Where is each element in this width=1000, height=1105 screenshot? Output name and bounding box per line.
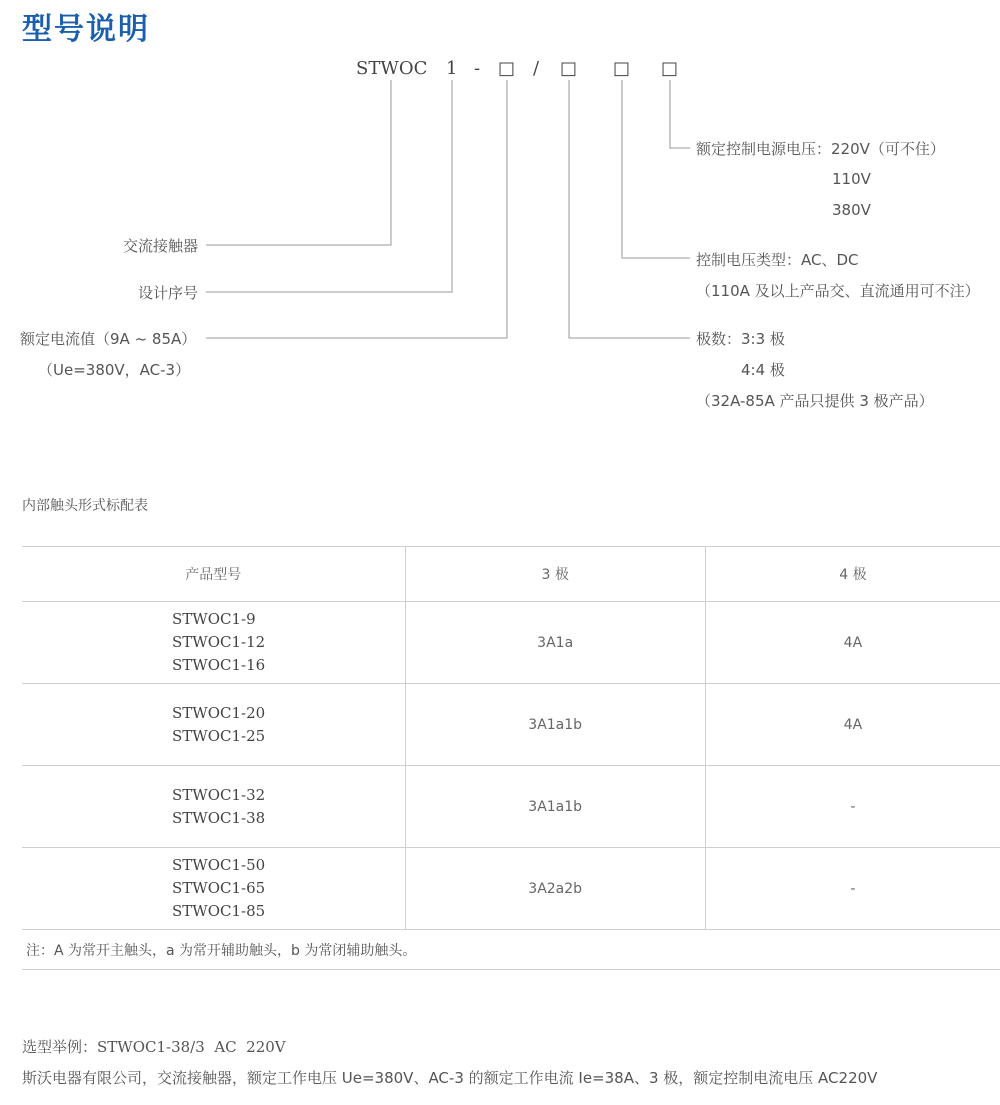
model-cell (22, 766, 405, 848)
cell-3-pole: 3A1a1b (405, 684, 705, 766)
cell-3-pole: 3A2a2b (405, 848, 705, 930)
model-cell (22, 684, 405, 766)
model-name: STWOC1-16 (172, 656, 266, 674)
model-name: STWOC1-9 (172, 610, 256, 628)
example-code: STWOC1-38/3 AC 220V (97, 1038, 286, 1056)
table-row (22, 848, 1000, 930)
model-name: STWOC1-85 (172, 902, 266, 920)
label-control-voltage: 额定控制电源电压：220V（可不住） (696, 140, 945, 158)
model-name: STWOC1-12 (172, 633, 266, 651)
code-series: STWOC (356, 58, 428, 79)
line-poles (569, 80, 690, 338)
model-name: STWOC1-25 (172, 726, 266, 745)
header-model: 产品型号 (22, 547, 405, 602)
code-box-poles: □ (560, 58, 578, 79)
line-control-voltage (670, 80, 690, 148)
label-voltage-type-note: （110A 及以上产品交、直流通用可不注） (696, 282, 980, 300)
label-contactor: 交流接触器 (123, 237, 199, 255)
label-poles-4: 4:4 极 (741, 361, 785, 379)
label-design-seq: 设计序号 (138, 284, 199, 302)
label-poles: 极数：3:3 极 (696, 330, 785, 348)
code-box-current: □ (498, 58, 516, 79)
cell-4-pole: 4A (705, 602, 1000, 684)
label-rated-current-note: （Ue=380V，AC-3） (38, 361, 191, 379)
line-design-seq (206, 80, 452, 292)
model-name: STWOC1-38 (172, 808, 266, 827)
cell-3-pole: 3A1a1b (405, 766, 705, 848)
table-note-row (22, 930, 1000, 970)
cell-4-pole: 4A (705, 684, 1000, 766)
line-voltage-type (622, 80, 690, 258)
label-voltage-type: 控制电压类型：AC、DC (696, 251, 859, 269)
code-box-voltage-type: □ (613, 58, 631, 79)
label-poles-note: （32A-85A 产品只提供 3 极产品） (696, 392, 934, 410)
line-rated-current (206, 80, 507, 338)
example-line (22, 1036, 286, 1057)
table-row (22, 684, 1000, 766)
model-cell (22, 848, 405, 930)
model-name: STWOC1-32 (172, 785, 266, 804)
example-label: 选型举例： (22, 1038, 98, 1056)
table-header-row (22, 547, 1000, 602)
code-dash: - (474, 58, 481, 79)
table-row (22, 766, 1000, 848)
header-3-pole: 3 极 (405, 547, 705, 602)
table-row (22, 602, 1000, 684)
code-slash: / (533, 58, 540, 79)
label-voltage-380: 380V (832, 201, 871, 219)
table-caption: 内部触头形式标配表 (22, 498, 148, 514)
table-note: 注：A 为常开主触头，a 为常开辅助触头，b 为常闭辅助触头。 (22, 930, 1000, 970)
model-name: STWOC1-20 (172, 703, 266, 722)
cell-3-pole: 3A1a (405, 602, 705, 684)
cell-4-pole: - (705, 766, 1000, 848)
header-4-pole: 4 极 (705, 547, 1000, 602)
label-rated-current: 额定电流值（9A ~ 85A） (20, 330, 197, 348)
example-description: 斯沃电器有限公司，交流接触器，额定工作电压 Ue=380V、AC-3 的额定工作电流 Ie=38A、3 极，额定控制电流电压 AC220V (22, 1069, 878, 1087)
line-contactor (206, 80, 391, 245)
label-voltage-110: 110V (832, 170, 871, 188)
contact-config-table (22, 546, 1000, 970)
model-name: STWOC1-50 (172, 856, 266, 874)
model-name: STWOC1-65 (172, 879, 266, 897)
cell-4-pole: - (705, 848, 1000, 930)
code-box-control-voltage: □ (661, 58, 679, 79)
page-title: 型号说明 (22, 12, 150, 47)
code-design-no: 1 (446, 58, 458, 79)
model-cell (22, 602, 405, 684)
